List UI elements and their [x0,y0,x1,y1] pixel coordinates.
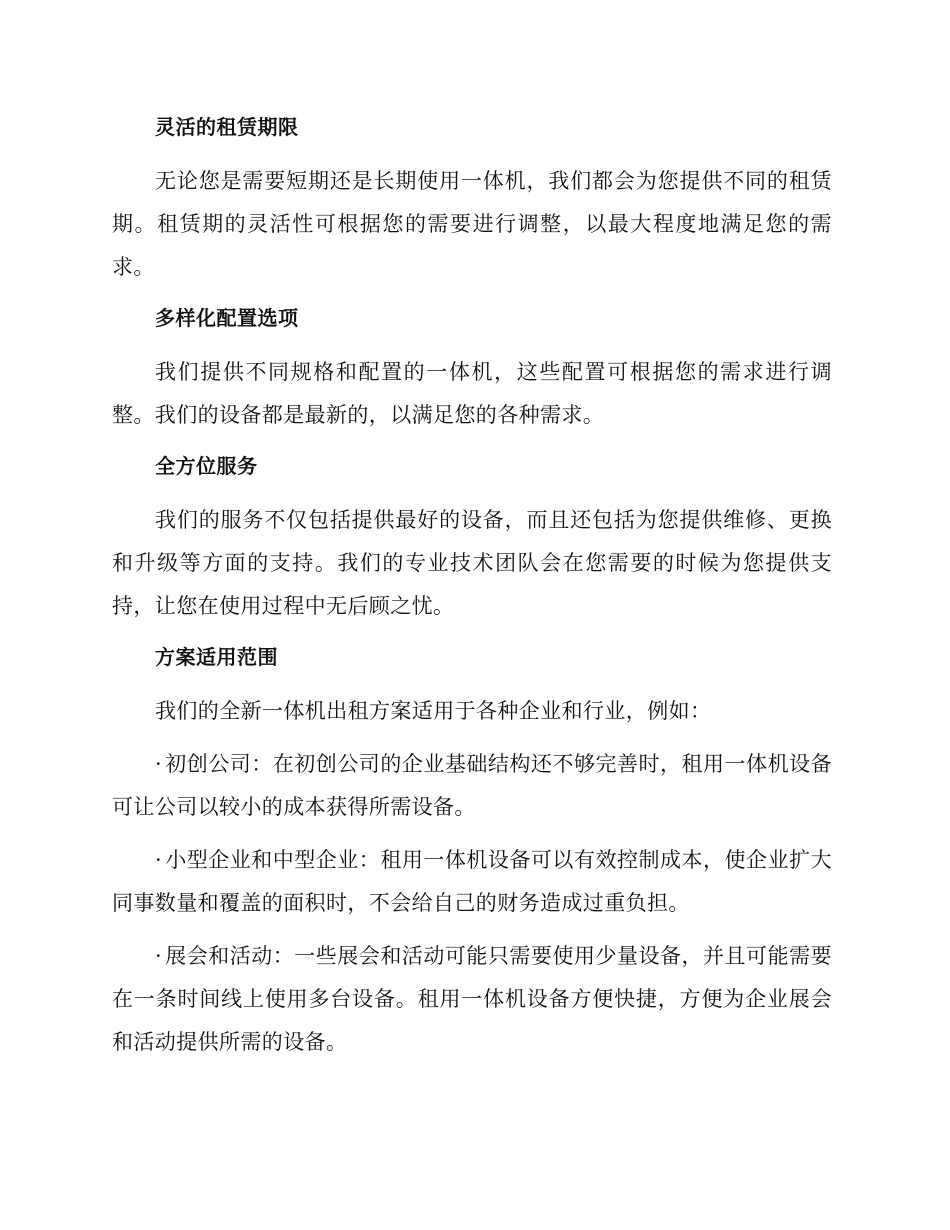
section-paragraph-scope: 我们的全新一体机出租方案适用于各种企业和行业，例如： [155,699,712,723]
list-item [112,935,832,1064]
bullet-marker: · [155,944,163,968]
section-heading-flexible-lease: 灵活的租赁期限 [155,115,299,139]
section-heading-scope: 方案适用范围 [155,645,278,669]
list-item-text: 初创公司：在初创公司的企业基础结构还不够完善时，租用一体机设备可让公司以较小的成本获得所需设备。 [112,752,832,819]
section-paragraph-full-service: 我们的服务不仅包括提供最好的设备，而且还包括为您提供维修、更换和升级等方面的支持。我们的专业技术团队会在您需要的时候为您提供支持，让您在使用过程中无后顾之忧。 [112,508,832,618]
list-item-text: 小型企业和中型企业：租用一体机设备可以有效控制成本，使企业扩大同事数量和覆盖的面积时，不会给自己的财务造成过重负担。 [112,848,832,915]
section-heading-config-options: 多样化配置选项 [155,306,299,330]
section-paragraph-config-options: 我们提供不同规格和配置的一体机，这些配置可根据您的需求进行调整。我们的设备都是最新的，以满足您的各种需求。 [112,360,832,427]
list-item-text: 展会和活动：一些展会和活动可能只需要使用少量设备，并且可能需要在一条时间线上使用多台设备。租用一体机设备方便快捷，方便为企业展会和活动提供所需的设备。 [112,944,832,1054]
section-heading-full-service: 全方位服务 [155,454,258,478]
document-body [112,108,832,1074]
section-paragraph-flexible-lease: 无论您是需要短期还是长期使用一体机，我们都会为您提供不同的租赁期。租赁期的灵活性可根据您的需要进行调整，以最大程度地满足您的需求。 [112,169,832,279]
list-item [112,743,832,829]
bullet-marker: · [155,752,163,776]
list-item [112,839,832,925]
bullet-marker: · [155,848,163,872]
